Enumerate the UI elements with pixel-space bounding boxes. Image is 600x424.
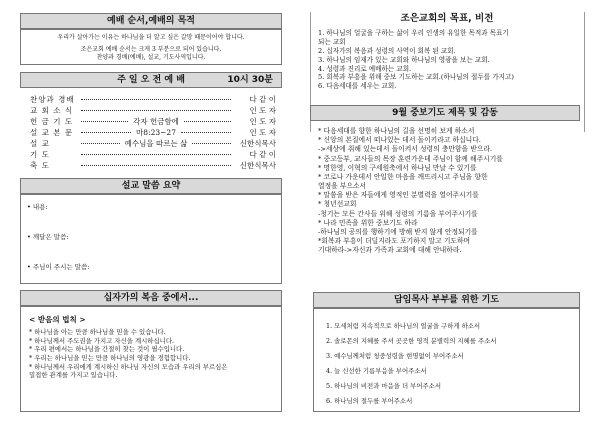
order-key: 헌 금 기 도 (30, 116, 74, 126)
list-item: * 코로나 가운데서 안일한 마음을 깨뜨리시고 주님을 향한 (318, 172, 488, 181)
list-item: *회복과 부흥이 더딜지라도 포기하지 말고 기도하며 (318, 237, 471, 246)
list-item: 6. 다음세대를 세우는 교회. (318, 82, 397, 91)
vision-list (318, 29, 514, 91)
order-row (30, 116, 276, 126)
list-item: 6. 하나님의 절두를 부어주소서 (326, 397, 413, 405)
sermon-field-realized: • 깨달은 말씀: (27, 233, 69, 241)
sermon-field-content: • 내용: (27, 203, 48, 211)
law-title: < 받음의 법칙 > (29, 315, 86, 324)
list-item: 1. 모세처럼 지속적으로 하나님의 얼굴을 구하게 하소서 (326, 322, 481, 330)
service-title: 주 일 오 전 예 배 (117, 75, 185, 85)
order-row (30, 105, 276, 115)
pastor-header: 담임목사 부부를 위한 기도 (313, 292, 580, 308)
list-item: * 나라 민족을 위한 중보기도 하라 (318, 218, 418, 227)
list-item: 4. 늘 신선한 기름부음을 부어주소서 (326, 367, 427, 375)
sermon-notes-box[interactable] (20, 194, 282, 284)
order-value: 인 도 자 (249, 127, 277, 137)
list-item: 기대하라->자신과 가족과 교회에 대해 안내하라. (318, 246, 462, 255)
purpose-box (20, 29, 282, 65)
order-row (30, 127, 276, 137)
order-key: 찬양과 경배 (30, 94, 75, 104)
order-key: 설 교 본 문 (30, 127, 74, 137)
sermon-header: 설교 말씀 요약 (20, 178, 282, 194)
list-item: * 하나님께서 우리에게 계시하신 하나님 자신의 모습과 우리의 부르심은 (29, 362, 228, 371)
list-item: * 청년선교회 (318, 200, 357, 209)
purpose-header: 예배 순서,예배의 목적 (20, 13, 282, 29)
list-item: 2. 십자가의 복음과 성령의 사역이 회복 된 교회. (318, 46, 456, 55)
pastor-list (326, 319, 497, 409)
list-item: 3. 하나님의 임재가 있는 교회와 하나님의 영광을 보는 교회. (318, 55, 490, 64)
sermon-field-given: • 주님이 주시는 말씀: (27, 263, 90, 271)
purpose-line-2: 조은교회 예배 순서는 크게 3 부분으로 되어 있습니다. (80, 46, 222, 53)
list-item: * 우리는 하나님을 믿는 만큼 하나님의 영광을 경험합니다. (29, 353, 191, 362)
cross-box (20, 306, 282, 412)
order-row (30, 94, 276, 104)
service-header (20, 72, 282, 88)
order-middle: 예수님을 따르는 삶 (124, 138, 188, 148)
order-value: 인 도 자 (249, 105, 276, 115)
list-item: ->세상에 취해 있는데서 돌이켜서 성령의 충만함을 받으라. (318, 145, 493, 154)
list-item: 2. 솔로몬의 지혜를 주셔 곳곳한 영적 분별력의 지혜를 주소서 (326, 337, 497, 345)
list-item: * 명한영, 이혁의 구세원축에서 하나님 만날 수 있기를 (318, 163, 477, 172)
list-item: * 신앙의 본질에서 떠나있는 데서 돌이키라고 하십니다. (318, 136, 481, 145)
pastor-box (313, 308, 580, 412)
list-item: 3. 예수님께처럼 청중성령을 현명없이 부어주소서 (326, 352, 464, 360)
purpose-line-3: 찬양과 경배(예배), 설교, 기도사역입니다. (96, 54, 206, 61)
vision-right-rule (584, 12, 585, 132)
order-row (30, 149, 276, 159)
service-time: 10시 30분 (227, 75, 273, 85)
list-item: 5. 하나님의 비전과 마음을 더 부어주소서 (326, 382, 442, 390)
order-middle: 마8:23~27 (136, 127, 176, 137)
cross-header: 십자가의 복음 중에서... (20, 290, 282, 306)
prayer-header: 9월 중보기도 제목 및 감동 (310, 105, 580, 121)
order-key: 교 회 소 식 (30, 105, 74, 115)
list-item: * 다음세대를 향한 하나님의 길을 선명히 보게 하소서 (318, 127, 475, 135)
vision-title: 조은교회의 목표, 비전 (400, 13, 494, 24)
list-item: -청기는 모든 간사들 위해 성령의 기름을 부어주시기를 (318, 209, 478, 218)
order-middle: 각자 헌금함에 (133, 116, 179, 126)
list-item: 되는 교회 (318, 37, 346, 46)
order-value: 신한식목사 (239, 160, 276, 170)
purpose-line-1: 우리가 살아가는 이유는 하나님을 더 알고 싶은 갈망 때문이어야 합니다. (57, 34, 245, 41)
list-item: 4. 성령과 진리로 예배하는 교회. (318, 64, 412, 73)
list-item: * 하나님께서 주도권을 가지고 자신을 계시하십니다. (29, 336, 175, 345)
order-value: 신한식목사 (239, 138, 277, 148)
order-key: 설 교 (30, 138, 50, 148)
list-item: 열정을 부으소서 (318, 182, 367, 191)
law-list (29, 328, 227, 380)
list-item: 밀접한 관계를 가지고 있습니다. (29, 371, 118, 380)
prayer-list (318, 127, 503, 255)
list-item: * 하나님을 아는 만큼 하나님을 믿을 수 있습니다. (29, 328, 166, 336)
order-value: 인 도 자 (249, 116, 277, 126)
list-item: 1. 하나님의 얼굴을 구하는 삶이 우리 인생의 유일한 목적과 목표기 (318, 29, 509, 37)
order-value: 다 같 이 (249, 94, 276, 104)
order-value: 다 같 이 (249, 149, 276, 159)
order-key: 기 도 (30, 149, 50, 159)
order-row (30, 160, 276, 170)
list-item: * 우리 편에서는 하나님을 간절히 찾는 것이 필수입니다. (29, 345, 185, 354)
order-row (30, 138, 276, 148)
list-item: * 중고등부, 교사들의 목장 훈련가운데 주님이 함께 해주시기를 (318, 154, 503, 163)
list-item: -하나님의 공의를 행하기에 방해 받지 않게 안정되기를 (318, 227, 478, 236)
order-key: 축 도 (30, 160, 50, 170)
list-item: 5. 회복과 부흥을 위해 중보 기도하는 교회.(하나님의 절두를 가지고) (318, 73, 514, 82)
list-item: * 말씀을 받은 자들에게 영적인 분별력을 열어주시기를 (318, 191, 479, 200)
